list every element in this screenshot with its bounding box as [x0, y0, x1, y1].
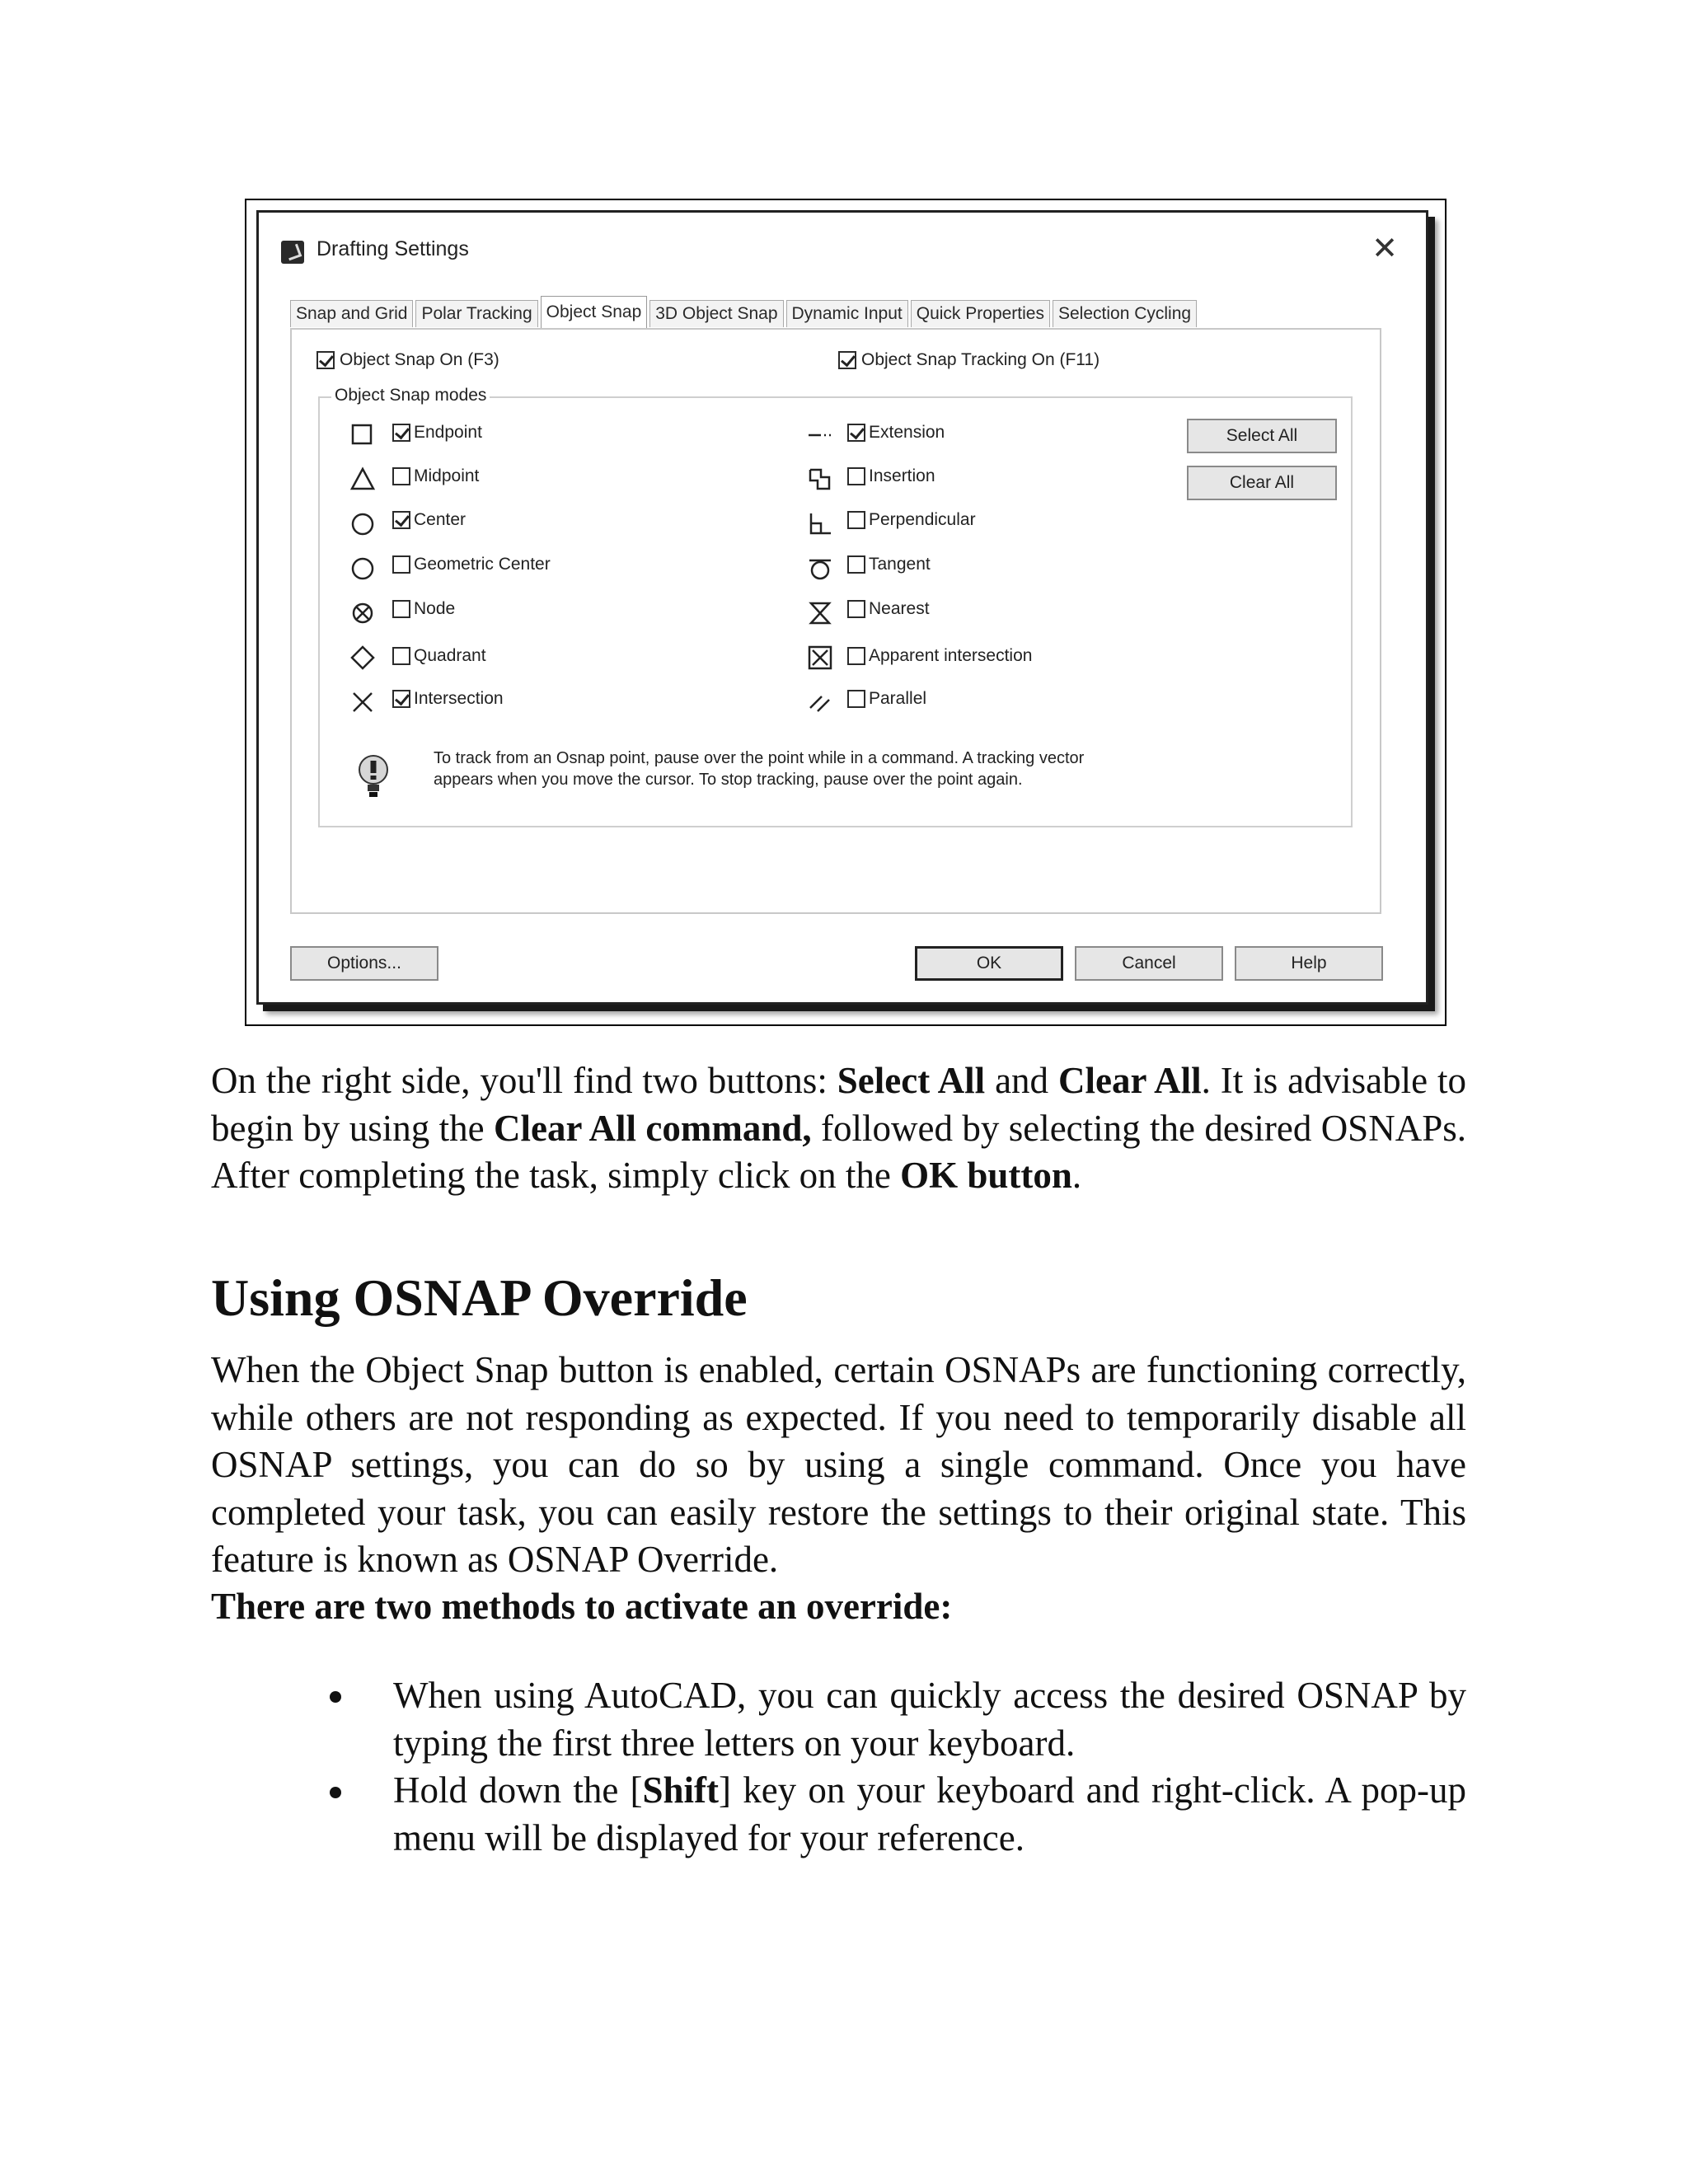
object-snap-modes-legend: Object Snap modes — [331, 386, 490, 405]
autocad-app-icon — [281, 241, 304, 264]
intersection-checkbox[interactable] — [392, 690, 410, 708]
object-snap-on-label: Object Snap On (F3) — [340, 350, 499, 369]
endpoint-label: Endpoint — [414, 423, 482, 442]
object-snap-on-checkbox[interactable] — [316, 351, 335, 369]
object-snap-tracking-label: Object Snap Tracking On (F11) — [861, 350, 1100, 369]
center-checkbox[interactable] — [392, 511, 410, 529]
options-button[interactable]: Options... — [290, 946, 438, 981]
insertion-label: Insertion — [869, 466, 935, 485]
section-heading: Using OSNAP Override — [211, 1268, 748, 1327]
dialog-titlebar — [259, 213, 1426, 264]
parallel-label: Parallel — [869, 689, 927, 708]
extension-label: Extension — [869, 423, 945, 442]
quadrant-label: Quadrant — [414, 646, 486, 665]
tracking-hint-text — [434, 748, 1258, 790]
parallel-icon — [806, 688, 834, 716]
bullet-dot-1 — [330, 1691, 341, 1703]
quadrant-checkbox[interactable] — [392, 647, 410, 665]
tab-quick-properties[interactable]: Quick Properties — [911, 300, 1050, 327]
lightbulb-icon — [357, 753, 390, 801]
p1-bold-clear-all: Clear All — [1058, 1060, 1202, 1101]
endpoint-icon — [349, 421, 377, 449]
tangent-label: Tangent — [869, 555, 931, 574]
dialog-screenshot-figure — [245, 199, 1447, 1026]
tab-dynamic-input[interactable]: Dynamic Input — [786, 300, 908, 327]
bullet-dot-2 — [330, 1787, 341, 1798]
nearest-icon — [806, 599, 834, 627]
node-label: Node — [414, 599, 456, 618]
paragraph-osnap-override: When the Object Snap button is enabled, certain OSNAPs are functioning correctly, while others are not responding as expected. If you need to temporarily disable all OSNAP settings, you can do so by using a single command. Once you have completed your task, you can easily restore the settings to their original state. This feature is known as OSNAP Override. — [211, 1349, 1466, 1580]
object-snap-modes-group — [318, 386, 1353, 827]
extension-icon — [806, 421, 834, 449]
geometric-center-icon — [349, 555, 377, 583]
insertion-icon — [806, 466, 834, 494]
center-icon — [349, 510, 377, 538]
bullet-item-1: When using AutoCAD, you can quickly access the desired OSNAP by typing the first three letters on your keyboard. — [393, 1675, 1466, 1764]
dialog-title: Drafting Settings — [316, 237, 469, 260]
tracking-hint-line-2: appears when you move the cursor. To stop tracking, pause over the point again. — [434, 771, 1023, 789]
p1-bold-select-all: Select All — [837, 1060, 986, 1101]
nearest-label: Nearest — [869, 599, 930, 618]
midpoint-checkbox[interactable] — [392, 467, 410, 485]
tab-snap-and-grid[interactable]: Snap and Grid — [290, 300, 413, 327]
quadrant-icon — [349, 644, 377, 672]
close-icon[interactable]: ✕ — [1372, 232, 1398, 266]
p1-bold-clear-all-command: Clear All command, — [493, 1107, 812, 1149]
help-button[interactable]: Help — [1235, 946, 1383, 981]
apparent-intersection-icon — [806, 644, 834, 672]
p1-text-a: On the right side, you'll find two buttons: — [211, 1060, 837, 1101]
extension-checkbox[interactable] — [847, 424, 865, 442]
paragraph-select-clear-all — [211, 1057, 1466, 1200]
drafting-settings-dialog — [256, 210, 1428, 1005]
perpendicular-label: Perpendicular — [869, 510, 976, 529]
endpoint-checkbox[interactable] — [392, 424, 410, 442]
parallel-checkbox[interactable] — [847, 690, 865, 708]
apparent-intersection-label: Apparent intersection — [869, 646, 1033, 665]
bullet2-bold-shift: Shift — [642, 1769, 720, 1811]
clear-all-button[interactable]: Clear All — [1187, 466, 1337, 500]
tracking-hint-line-1: To track from an Osnap point, pause over the point while in a command. A tracking vector — [434, 749, 1085, 767]
tab-polar-tracking[interactable]: Polar Tracking — [415, 300, 537, 327]
tab-3d-object-snap[interactable]: 3D Object Snap — [649, 300, 783, 327]
object-snap-tracking-checkbox[interactable] — [838, 351, 856, 369]
tangent-checkbox[interactable] — [847, 555, 865, 574]
tangent-icon — [806, 555, 834, 583]
bullet2-text-a: Hold down the [ — [393, 1769, 643, 1811]
p1-text-c: and — [985, 1060, 1058, 1101]
perpendicular-icon — [806, 510, 834, 538]
node-checkbox[interactable] — [392, 600, 410, 618]
perpendicular-checkbox[interactable] — [847, 511, 865, 529]
p1-bold-ok-button: OK button — [900, 1155, 1072, 1196]
bullet2-text-c: ] key on your keyboard and right-click. A pop-up menu will be displayed for your reference. — [393, 1769, 1466, 1858]
center-label: Center — [414, 510, 467, 529]
methods-heading: There are two methods to activate an override: — [211, 1586, 953, 1627]
intersection-label: Intersection — [414, 689, 504, 708]
geometric-center-checkbox[interactable] — [392, 555, 410, 574]
node-icon — [349, 599, 377, 627]
apparent-intersection-checkbox[interactable] — [847, 647, 865, 665]
p1-text-g: followed by selecting the desired OSNAPs. After completing the task, simply click on the — [211, 1107, 1466, 1196]
cancel-button[interactable]: Cancel — [1075, 946, 1223, 981]
geometric-center-label: Geometric Center — [414, 555, 551, 574]
p1-text-e: . It is advisable to begin by using the — [211, 1060, 1466, 1149]
nearest-checkbox[interactable] — [847, 600, 865, 618]
select-all-button[interactable]: Select All — [1187, 419, 1337, 453]
p1-text-i: . — [1071, 1155, 1082, 1196]
ok-button[interactable]: OK — [915, 946, 1063, 981]
insertion-checkbox[interactable] — [847, 467, 865, 485]
midpoint-label: Midpoint — [414, 466, 480, 485]
tab-strip — [290, 300, 1199, 328]
bullet-item-2 — [393, 1767, 1466, 1862]
midpoint-icon — [349, 466, 377, 494]
object-snap-panel — [290, 328, 1381, 914]
intersection-icon — [349, 688, 377, 716]
tab-selection-cycling[interactable]: Selection Cycling — [1053, 300, 1197, 327]
tab-object-snap[interactable]: Object Snap — [541, 296, 648, 328]
